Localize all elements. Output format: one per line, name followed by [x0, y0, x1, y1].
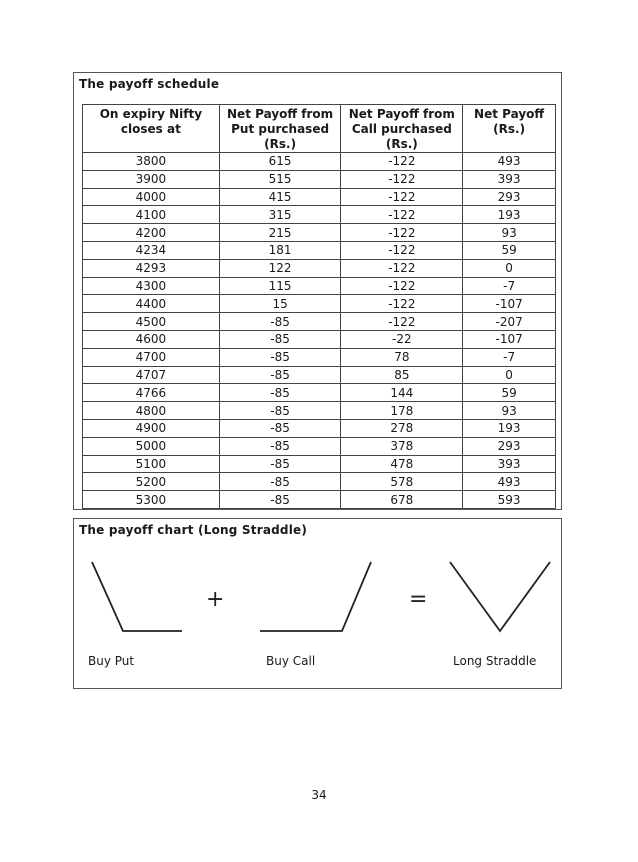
table-cell: 215: [219, 224, 341, 242]
plus-symbol: +: [206, 587, 225, 612]
buy-put-label: Buy Put: [88, 654, 135, 668]
table-cell: 415: [219, 188, 341, 206]
table-cell: 193: [463, 206, 556, 224]
table-cell: -7: [463, 348, 556, 366]
page-number: 34: [311, 788, 327, 802]
long-straddle-payoff-line: [450, 562, 550, 631]
table-cell: -85: [219, 455, 341, 473]
table-cell: 144: [341, 384, 463, 402]
table-cell: -85: [219, 330, 341, 348]
table-cell: 0: [463, 259, 556, 277]
table-row: [83, 384, 556, 402]
table-cell: 293: [463, 188, 556, 206]
table-cell: -85: [219, 402, 341, 420]
table-cell: 293: [463, 437, 556, 455]
table-cell: 15: [219, 295, 341, 313]
table-cell: 178: [341, 402, 463, 420]
table-cell: 493: [463, 473, 556, 491]
table-cell: 3800: [83, 153, 220, 171]
table-cell: 378: [341, 437, 463, 455]
table-cell: -122: [341, 259, 463, 277]
table-row: [83, 402, 556, 420]
table-cell: 4500: [83, 313, 220, 331]
payoff-schedule-table: [82, 104, 556, 509]
table-cell: 59: [463, 384, 556, 402]
table-row: [83, 473, 556, 491]
table-cell: 393: [463, 170, 556, 188]
header-put-payoff: Net Payoff from Put purchased (Rs.): [219, 105, 341, 153]
table-cell: -122: [341, 153, 463, 171]
table-cell: -122: [341, 277, 463, 295]
table-cell: 493: [463, 153, 556, 171]
table-cell: 93: [463, 224, 556, 242]
table-cell: 115: [219, 277, 341, 295]
table-cell: -122: [341, 170, 463, 188]
table-cell: -122: [341, 241, 463, 259]
table-cell: 578: [341, 473, 463, 491]
table-cell: -107: [463, 330, 556, 348]
table-cell: -22: [341, 330, 463, 348]
table-cell: 478: [341, 455, 463, 473]
table-cell: -207: [463, 313, 556, 331]
table-row: [83, 188, 556, 206]
table-cell: -122: [341, 313, 463, 331]
table-cell: -85: [219, 419, 341, 437]
table-cell: -85: [219, 348, 341, 366]
table-row: [83, 241, 556, 259]
table-cell: 122: [219, 259, 341, 277]
table-cell: -85: [219, 313, 341, 331]
table-cell: 315: [219, 206, 341, 224]
header-nifty-close: On expiry Nifty closes at: [83, 105, 220, 153]
table-cell: 4900: [83, 419, 220, 437]
table-cell: -85: [219, 473, 341, 491]
table-row: [83, 419, 556, 437]
table-header-row: [83, 105, 556, 153]
table-row: [83, 348, 556, 366]
table-cell: -122: [341, 188, 463, 206]
long-straddle-label: Long Straddle: [453, 654, 537, 668]
table-cell: -85: [219, 366, 341, 384]
table-cell: 4600: [83, 330, 220, 348]
payoff-chart-box: [73, 518, 562, 689]
table-cell: 4000: [83, 188, 220, 206]
table-cell: -85: [219, 384, 341, 402]
table-cell: -122: [341, 206, 463, 224]
table-cell: -122: [341, 295, 463, 313]
table-cell: 85: [341, 366, 463, 384]
table-cell: 3900: [83, 170, 220, 188]
table-cell: 4400: [83, 295, 220, 313]
table-row: [83, 366, 556, 384]
table-cell: 4293: [83, 259, 220, 277]
table-cell: 4707: [83, 366, 220, 384]
header-call-payoff: Net Payoff from Call purchased (Rs.): [341, 105, 463, 153]
table-row: [83, 153, 556, 171]
table-row: [83, 259, 556, 277]
table-cell: 0: [463, 366, 556, 384]
chart-title: The payoff chart (Long Straddle): [79, 523, 308, 537]
table-row: [83, 206, 556, 224]
table-cell: 59: [463, 241, 556, 259]
table-cell: 78: [341, 348, 463, 366]
table-cell: -7: [463, 277, 556, 295]
payoff-schedule-box: [73, 72, 562, 510]
table-cell: 515: [219, 170, 341, 188]
table-cell: 4700: [83, 348, 220, 366]
table-cell: -85: [219, 491, 341, 509]
table-row: [83, 170, 556, 188]
table-row: [83, 455, 556, 473]
table-cell: 4100: [83, 206, 220, 224]
schedule-title: The payoff schedule: [79, 77, 220, 91]
buy-call-label: Buy Call: [266, 654, 316, 668]
table-row: [83, 491, 556, 509]
table-cell: 5200: [83, 473, 220, 491]
header-net-payoff: Net Payoff (Rs.): [463, 105, 556, 153]
table-cell: -122: [341, 224, 463, 242]
table-cell: 5000: [83, 437, 220, 455]
table-cell: -85: [219, 437, 341, 455]
table-cell: 678: [341, 491, 463, 509]
table-cell: 4300: [83, 277, 220, 295]
table-cell: 4800: [83, 402, 220, 420]
table-cell: -107: [463, 295, 556, 313]
table-row: [83, 330, 556, 348]
table-cell: 5100: [83, 455, 220, 473]
table-cell: 593: [463, 491, 556, 509]
table-cell: 615: [219, 153, 341, 171]
table-row: [83, 295, 556, 313]
buy-put-payoff-line: [92, 562, 182, 631]
table-cell: 4234: [83, 241, 220, 259]
table-cell: 278: [341, 419, 463, 437]
equals-symbol: =: [409, 587, 428, 612]
table-cell: 93: [463, 402, 556, 420]
table-row: [83, 224, 556, 242]
table-row: [83, 277, 556, 295]
table-cell: 4766: [83, 384, 220, 402]
table-cell: 181: [219, 241, 341, 259]
table-row: [83, 437, 556, 455]
table-cell: 393: [463, 455, 556, 473]
table-cell: 5300: [83, 491, 220, 509]
table-row: [83, 313, 556, 331]
buy-call-payoff-line: [260, 562, 371, 631]
table-cell: 4200: [83, 224, 220, 242]
table-cell: 193: [463, 419, 556, 437]
